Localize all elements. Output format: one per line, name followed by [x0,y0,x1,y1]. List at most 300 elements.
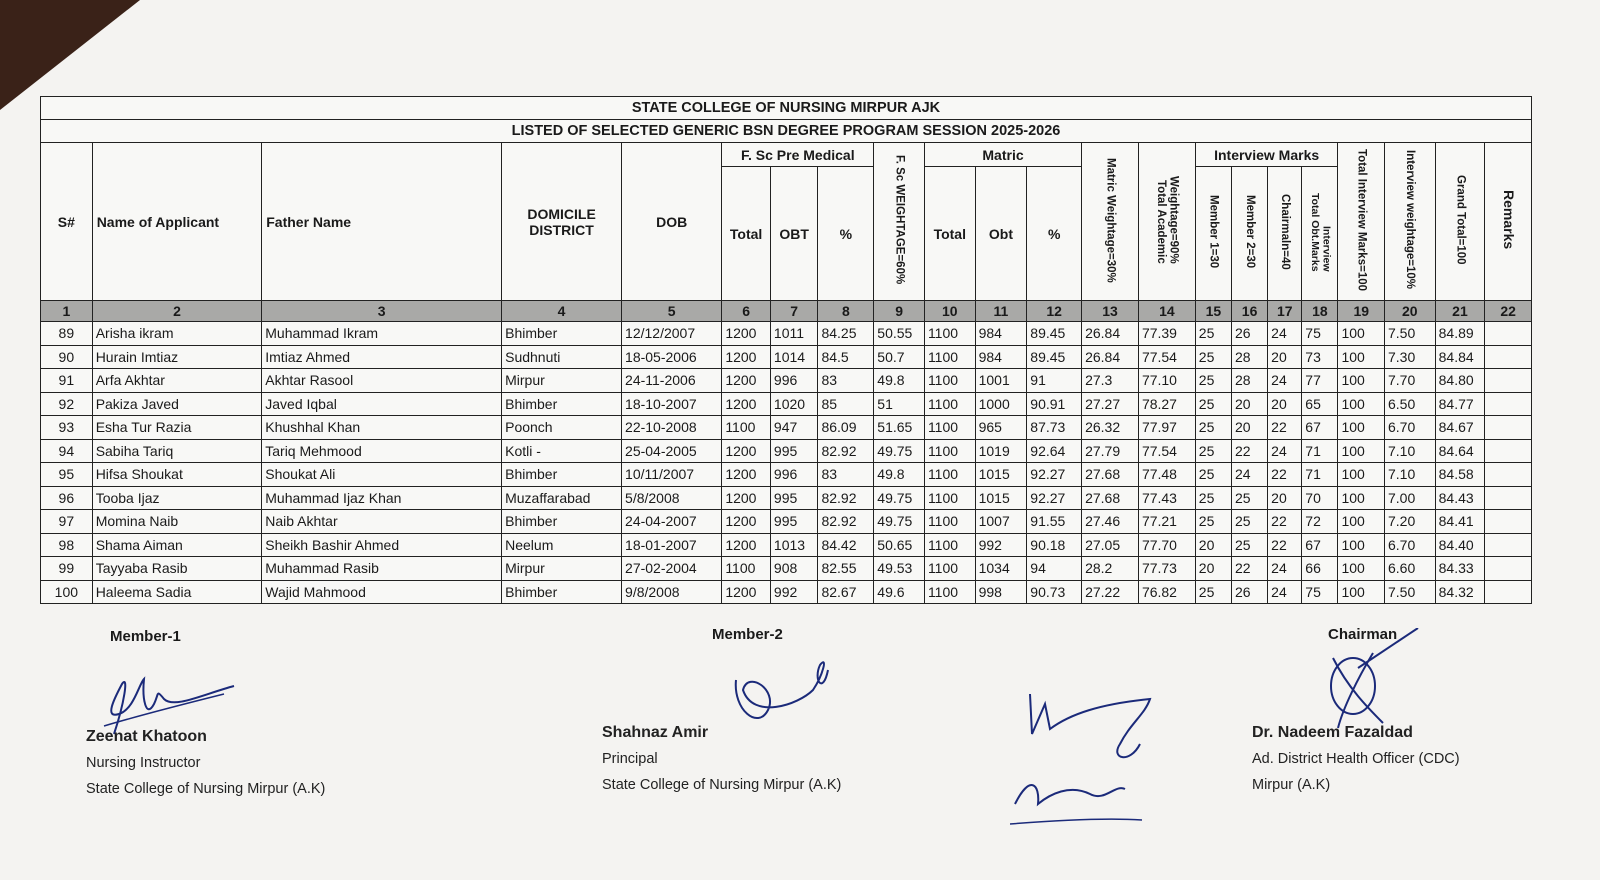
table-cell: 100 [1338,510,1385,534]
table-cell: 908 [770,557,818,581]
table-cell: 49.75 [874,439,925,463]
table-cell: 84.43 [1435,486,1485,510]
table-cell: 67 [1302,533,1338,557]
table-cell: 25 [1231,533,1267,557]
table-cell: 1200 [722,580,771,604]
table-cell: 26.84 [1082,345,1139,369]
column-number: 10 [924,301,975,322]
table-cell: 22 [1268,463,1302,487]
table-cell: 7.70 [1384,369,1435,393]
table-cell: 1100 [924,416,975,440]
table-cell: 7.30 [1384,345,1435,369]
table-row [41,463,1532,487]
academic-line1: Total Academic [1154,180,1167,264]
table-row [41,510,1532,534]
table-cell: 28.2 [1082,557,1139,581]
table-cell: 22-10-2008 [622,416,722,440]
col-grand-total-header [1435,143,1485,301]
table-cell: Bhimber [502,510,622,534]
table-cell: 1200 [722,510,771,534]
table-cell: 100 [1338,345,1385,369]
table-cell: 1200 [722,439,771,463]
table-cell: 95 [41,463,93,487]
table-cell: 20 [1195,533,1231,557]
table-cell: Wajid Mahmood [262,580,502,604]
table-cell: 1100 [924,580,975,604]
table-cell: Tooba Ijaz [92,486,262,510]
table-cell: Poonch [502,416,622,440]
table-cell: 1100 [722,416,771,440]
table-cell: 82.92 [818,486,874,510]
table-cell: 97 [41,510,93,534]
table-cell: 84.42 [818,533,874,557]
matric-group-header: Matric [924,143,1081,167]
table-cell: 1014 [770,345,818,369]
table-cell: 1100 [924,392,975,416]
col-father-header: Father Name [262,143,502,301]
table-cell: 9/8/2008 [622,580,722,604]
table-cell: 50.7 [874,345,925,369]
table-cell: 92.27 [1027,486,1082,510]
table-cell: 1100 [924,510,975,534]
table-cell: 84.58 [1435,463,1485,487]
table-cell: 91 [1027,369,1082,393]
table-cell: 25 [1195,510,1231,534]
table-cell: 27.79 [1082,439,1139,463]
table-cell: 25 [1195,463,1231,487]
table-cell: 1007 [975,510,1027,534]
table-cell: 24-04-2007 [622,510,722,534]
chairman-label: Chairmaln=40 [1279,194,1292,270]
column-number: 12 [1027,301,1082,322]
table-cell: Naib Akhtar [262,510,502,534]
table-cell: 24 [1268,580,1302,604]
table-row [41,416,1532,440]
table-cell: 24 [1268,322,1302,346]
table-cell: 93 [41,416,93,440]
table-cell: 65 [1302,392,1338,416]
table-cell: 7.20 [1384,510,1435,534]
table-cell [1485,580,1532,604]
table-row [41,533,1532,557]
table-cell: Bhimber [502,580,622,604]
member1-label: Member 1=30 [1207,195,1220,269]
table-cell: 25 [1231,486,1267,510]
member1-header [1195,167,1231,301]
column-number: 20 [1384,301,1435,322]
table-cell: 71 [1302,463,1338,487]
table-cell: 24 [1268,439,1302,463]
table-row [41,439,1532,463]
table-cell: 50.55 [874,322,925,346]
table-cell: 50.65 [874,533,925,557]
chairman-caption: Chairman [1328,626,1398,643]
table-cell: 67 [1302,416,1338,440]
table-cell: 25 [1195,345,1231,369]
table-cell: 82.92 [818,439,874,463]
column-number: 4 [502,301,622,322]
table-cell: 78.27 [1138,392,1195,416]
table-cell: 25 [1195,322,1231,346]
table-row [41,345,1532,369]
table-cell: 22 [1231,557,1267,581]
table-cell: 26.32 [1082,416,1139,440]
table-cell: Shama Aiman [92,533,262,557]
table-cell: 6.60 [1384,557,1435,581]
table-cell: 1100 [924,345,975,369]
table-cell: Khushhal Khan [262,416,502,440]
table-cell: 82.92 [818,510,874,534]
table-cell: 1013 [770,533,818,557]
table-cell: 27.68 [1082,463,1139,487]
member1-name: Zeenat Khatoon [86,728,207,745]
table-cell: 1200 [722,345,771,369]
table-cell: 84.80 [1435,369,1485,393]
table-cell: 20 [1268,486,1302,510]
table-cell: 1019 [975,439,1027,463]
table-cell: 27.27 [1082,392,1139,416]
member1-org: State College of Nursing Mirpur (A.K) [86,781,326,797]
table-cell: Tayyaba Rasib [92,557,262,581]
table-cell: 25 [1195,439,1231,463]
column-number: 7 [770,301,818,322]
column-number: 13 [1082,301,1139,322]
table-cell: 24 [1268,369,1302,393]
table-cell: 100 [1338,580,1385,604]
grand-total-label: Grand Total=100 [1454,175,1467,265]
table-cell: 26.84 [1082,322,1139,346]
table-cell: 25 [1195,416,1231,440]
col-academic-header [1138,143,1195,301]
chairman-block [1252,720,1460,798]
table-cell: 77.97 [1138,416,1195,440]
table-cell: 1011 [770,322,818,346]
table-cell: 49.75 [874,510,925,534]
table-cell: 25 [1195,369,1231,393]
obt-line1: Total Obt.Marks [1308,192,1321,272]
table-cell: Muhammad Ikram [262,322,502,346]
column-number: 9 [874,301,925,322]
chairman-org: Mirpur (A.K) [1252,777,1331,793]
member2-name: Shahnaz Amir [602,724,709,741]
table-cell: 28 [1231,345,1267,369]
table-cell: 84.84 [1435,345,1485,369]
table-cell [1485,322,1532,346]
table-cell: 83 [818,463,874,487]
table-cell: 72 [1302,510,1338,534]
table-cell: 49.8 [874,369,925,393]
table-cell [1485,392,1532,416]
document-title: STATE COLLEGE OF NURSING MIRPUR AJK [41,97,1532,120]
member1-title: Nursing Instructor [86,755,201,771]
table-cell: 76.82 [1138,580,1195,604]
col-fsc-weight-header [874,143,925,301]
interview-group-header: Interview Marks [1195,143,1338,167]
member1-caption: Member-1 [110,628,181,645]
table-cell: 1100 [924,439,975,463]
table-cell: 998 [975,580,1027,604]
table-cell: 100 [1338,533,1385,557]
approved-signature [1010,684,1190,839]
table-cell: 995 [770,510,818,534]
table-cell: 1015 [975,463,1027,487]
table-cell: Sheikh Bashir Ahmed [262,533,502,557]
table-cell: 25 [1195,486,1231,510]
table-cell: 77.39 [1138,322,1195,346]
table-cell: 100 [1338,392,1385,416]
table-cell: Momina Naib [92,510,262,534]
academic-line2: Weightage=90% [1167,176,1180,264]
matric-weight-label: Matric Weightage=30% [1104,157,1117,283]
table-cell: 51 [874,392,925,416]
table-cell: 24-11-2006 [622,369,722,393]
table-cell: 84.5 [818,345,874,369]
table-cell: 27.68 [1082,486,1139,510]
table-cell: 100 [1338,416,1385,440]
table-cell: 49.75 [874,486,925,510]
table-cell: 6.70 [1384,416,1435,440]
table-cell: 77.10 [1138,369,1195,393]
table-cell: 1200 [722,322,771,346]
table-cell: 24 [1231,463,1267,487]
table-cell: 1100 [924,369,975,393]
table-cell: 1200 [722,463,771,487]
table-cell: 91 [41,369,93,393]
table-cell: 100 [1338,557,1385,581]
table-cell [1485,557,1532,581]
table-cell: 18-01-2007 [622,533,722,557]
table-cell: 85 [818,392,874,416]
table-row [41,322,1532,346]
table-cell: 77.70 [1138,533,1195,557]
table-cell: 70 [1302,486,1338,510]
table-cell: 1200 [722,486,771,510]
table-cell: 84.33 [1435,557,1485,581]
col-interview-weight-header [1384,143,1435,301]
fsc-weight-label: F. Sc WEIGHTAGE=60% [893,155,906,285]
col-sn-header: S# [41,143,93,301]
table-cell: 1100 [722,557,771,581]
member2-signature [728,650,838,730]
table-cell: 1034 [975,557,1027,581]
table-cell: 965 [975,416,1027,440]
table-cell: Sabiha Tariq [92,439,262,463]
table-cell: 100 [41,580,93,604]
table-cell: 90.91 [1027,392,1082,416]
table-cell: Neelum [502,533,622,557]
member2-title: Principal [602,751,658,767]
table-cell: 7.10 [1384,439,1435,463]
col-dob-header: DOB [622,143,722,301]
table-cell: 26 [1231,580,1267,604]
table-cell: 84.67 [1435,416,1485,440]
table-cell: Mirpur [502,369,622,393]
column-number-row [41,301,1532,322]
table-cell: 73 [1302,345,1338,369]
table-cell: 82.67 [818,580,874,604]
table-cell: 22 [1268,416,1302,440]
table-cell: 7.10 [1384,463,1435,487]
table-cell: 92.27 [1027,463,1082,487]
domicile-line2: DISTRICT [529,221,594,238]
col-matric-weight-header [1082,143,1139,301]
table-cell: Bhimber [502,392,622,416]
table-cell: Hurain Imtiaz [92,345,262,369]
table-cell: 984 [975,322,1027,346]
table-cell: 94 [41,439,93,463]
table-cell: 94 [1027,557,1082,581]
table-cell: 992 [975,533,1027,557]
table-cell [1485,510,1532,534]
table-cell [1485,533,1532,557]
table-cell: 84.64 [1435,439,1485,463]
table-cell: Muzaffarabad [502,486,622,510]
column-number: 15 [1195,301,1231,322]
table-cell: 25 [1195,392,1231,416]
table-cell: 99 [41,557,93,581]
column-number: 21 [1435,301,1485,322]
table-cell: Haleema Sadia [92,580,262,604]
interview-weight-label: Interview weightage=10% [1404,150,1417,290]
table-cell: Mirpur [502,557,622,581]
table-cell: 1100 [924,533,975,557]
table-cell: Kotli - [502,439,622,463]
table-row [41,557,1532,581]
table-cell: 992 [770,580,818,604]
table-cell: Imtiaz Ahmed [262,345,502,369]
obt-interview-header [1302,167,1338,301]
table-row [41,392,1532,416]
table-cell: Akhtar Rasool [262,369,502,393]
table-cell: 1020 [770,392,818,416]
table-cell: 84.40 [1435,533,1485,557]
table-cell: 71 [1302,439,1338,463]
table-cell: 20 [1195,557,1231,581]
table-cell: 25 [1231,510,1267,534]
table-cell: 20 [1231,392,1267,416]
table-row [41,486,1532,510]
table-cell: 1001 [975,369,1027,393]
col-interview-total-header [1338,143,1385,301]
table-cell: 25-04-2005 [622,439,722,463]
table-cell: 6.50 [1384,392,1435,416]
table-cell: 22 [1268,510,1302,534]
column-number: 18 [1302,301,1338,322]
table-cell [1485,439,1532,463]
table-cell [1485,486,1532,510]
table-cell: Arisha ikram [92,322,262,346]
table-cell: 1000 [975,392,1027,416]
table-cell: 100 [1338,322,1385,346]
chairman-name: Dr. Nadeem Fazaldad [1252,724,1413,741]
fsc-pct-header: % [818,167,874,301]
table-cell: 20 [1231,416,1267,440]
table-cell: Bhimber [502,322,622,346]
table-cell: 77.43 [1138,486,1195,510]
table-cell: 92.64 [1027,439,1082,463]
table-cell: 7.50 [1384,580,1435,604]
table-cell: 84.89 [1435,322,1485,346]
table-cell: 82.55 [818,557,874,581]
chairman-title: Ad. District Health Officer (CDC) [1252,751,1460,767]
table-cell: 84.41 [1435,510,1485,534]
table-cell: 947 [770,416,818,440]
table-cell: 49.53 [874,557,925,581]
table-cell: 89 [41,322,93,346]
column-number: 22 [1485,301,1532,322]
table-cell: 100 [1338,486,1385,510]
column-number: 17 [1268,301,1302,322]
member2-block [602,720,841,798]
column-number: 2 [92,301,262,322]
table-cell: 26 [1231,322,1267,346]
table-cell: 996 [770,463,818,487]
table-cell: 996 [770,369,818,393]
table-cell: 20 [1268,392,1302,416]
table-cell: 995 [770,486,818,510]
table-cell: 75 [1302,322,1338,346]
matric-pct-header: % [1027,167,1082,301]
table-cell: 995 [770,439,818,463]
chairman-header [1268,167,1302,301]
table-cell: 100 [1338,439,1385,463]
photo-corner-shadow [0,0,140,110]
table-cell: 84.32 [1435,580,1485,604]
table-cell: 1100 [924,557,975,581]
member2-caption: Member-2 [712,626,783,643]
table-cell: Arfa Akhtar [92,369,262,393]
member1-block [86,724,325,802]
table-cell: 22 [1268,533,1302,557]
table-cell: 75 [1302,580,1338,604]
table-cell: Tariq Mehmood [262,439,502,463]
table-cell: 77.54 [1138,345,1195,369]
table-cell [1485,463,1532,487]
table-cell: 77.48 [1138,463,1195,487]
table-cell [1485,416,1532,440]
table-cell: 87.73 [1027,416,1082,440]
table-cell: 100 [1338,463,1385,487]
col-remarks-header [1485,143,1532,301]
column-number: 6 [722,301,771,322]
matric-obt-header: Obt [975,167,1027,301]
table-cell: 27.3 [1082,369,1139,393]
matric-total-header: Total [924,167,975,301]
obt-line2: Interview [1320,225,1333,272]
interview-total-label: Total Interview Marks=100 [1355,148,1368,291]
column-number: 14 [1138,301,1195,322]
table-cell: 96 [41,486,93,510]
table-cell: 66 [1302,557,1338,581]
table-cell: Sudhnuti [502,345,622,369]
table-cell: 22 [1231,439,1267,463]
table-cell: 10/11/2007 [622,463,722,487]
table-cell: 49.6 [874,580,925,604]
document-subtitle: LISTED OF SELECTED GENERIC BSN DEGREE PROGRAM SESSION 2025-2026 [41,120,1532,143]
column-number: 11 [975,301,1027,322]
table-cell: 1200 [722,392,771,416]
table-cell: Bhimber [502,463,622,487]
table-cell: 5/8/2008 [622,486,722,510]
table-cell: 7.00 [1384,486,1435,510]
col-name-header: Name of Applicant [92,143,262,301]
table-cell: 20 [1268,345,1302,369]
table-cell: Hifsa Shoukat [92,463,262,487]
table-cell: 6.70 [1384,533,1435,557]
table-cell: Muhammad Ijaz Khan [262,486,502,510]
table-cell: 18-10-2007 [622,392,722,416]
table-row [41,369,1532,393]
